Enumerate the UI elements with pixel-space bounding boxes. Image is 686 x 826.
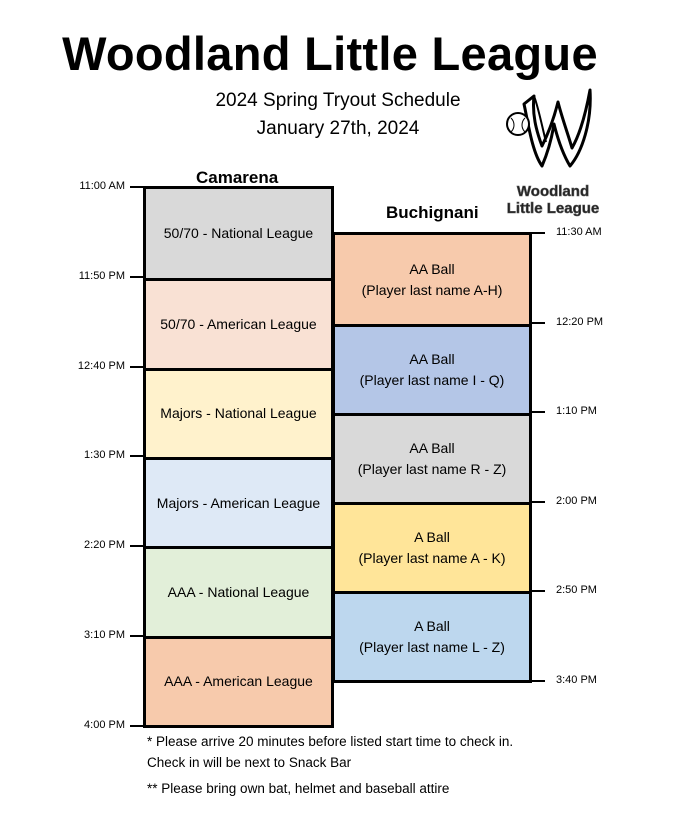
- time-tick: [130, 276, 144, 278]
- slot-sublabel: (Player last name R - Z): [357, 461, 507, 477]
- time-tick: [130, 545, 144, 547]
- time-label: 12:20 PM: [556, 315, 604, 328]
- time-tick: [531, 680, 545, 682]
- slot-sublabel: (Player last name I - Q): [359, 372, 505, 388]
- time-tick: [531, 322, 545, 324]
- camarena-slot: [146, 368, 331, 457]
- slot-label: A Ball: [414, 529, 450, 545]
- time-tick: [531, 590, 545, 592]
- note-equipment: ** Please bring own bat, helmet and baseball attire: [147, 781, 450, 796]
- note-check-in: * Please arrive 20 minutes before listed start time to check in. Check in will be next to Snack Bar: [147, 734, 514, 770]
- slot-label: AA Ball: [409, 351, 455, 367]
- time-tick: [531, 501, 545, 503]
- camarena-slot: [146, 636, 331, 725]
- time-label: 11:50 PM: [78, 269, 125, 282]
- time-tick: [130, 186, 144, 188]
- time-label: 11:00 AM: [79, 180, 125, 192]
- buchignani-slot: [335, 235, 529, 324]
- time-label: 2:50 PM: [556, 584, 597, 596]
- time-label: 4:00 PM: [84, 718, 125, 731]
- baseball-w-logo-icon: [498, 82, 608, 222]
- time-tick: [531, 232, 545, 234]
- buchignani-schedule-column: [332, 232, 532, 683]
- schedule-date: January 27th, 2024: [256, 118, 420, 139]
- time-label: 2:20 PM: [84, 539, 125, 552]
- camarena-slot: [146, 457, 331, 546]
- time-label: 2:00 PM: [556, 494, 597, 507]
- buchignani-slot: [335, 324, 529, 413]
- camarena-slot: [146, 189, 331, 278]
- time-tick: [130, 635, 144, 637]
- time-label: 1:30 PM: [84, 449, 125, 462]
- logo-text-2: Little League: [506, 200, 600, 217]
- camarena-slot: [146, 546, 331, 635]
- league-logo: [498, 82, 608, 222]
- schedule-subtitle: 2024 Spring Tryout Schedule: [215, 90, 461, 111]
- buchignani-slot: [335, 502, 529, 591]
- right-field-name: Buchignani: [386, 203, 479, 222]
- slot-label: 50/70 - National League: [163, 225, 314, 242]
- slot-sublabel: (Player last name L - Z): [359, 639, 505, 655]
- time-tick: [130, 366, 144, 368]
- slot-label: AA Ball: [409, 260, 455, 277]
- slot-sublabel: (Player last name A - K): [358, 550, 506, 566]
- slot-label: AAA - National League: [167, 583, 310, 600]
- page-title: Woodland Little League: [62, 27, 598, 80]
- slot-label: Majors - National League: [160, 405, 317, 422]
- left-field-name: Camarena: [196, 168, 279, 187]
- slot-label: AA Ball: [409, 440, 455, 456]
- slot-label: 50/70 - American League: [160, 315, 317, 332]
- time-label: 3:10 PM: [84, 629, 125, 641]
- buchignani-slot: [335, 591, 529, 680]
- logo-text-1: Woodland: [516, 183, 590, 200]
- time-label: 1:10 PM: [556, 405, 597, 417]
- time-tick: [531, 411, 545, 413]
- time-tick: [130, 725, 144, 727]
- camarena-schedule-column: [143, 186, 334, 728]
- camarena-slot: [146, 278, 331, 367]
- time-label: 11:30 AM: [556, 226, 602, 238]
- time-label: 12:40 PM: [77, 359, 125, 372]
- slot-label: Majors - American League: [156, 494, 321, 511]
- slot-sublabel: (Player last name A-H): [361, 281, 503, 298]
- slot-label: AAA - American League: [164, 673, 313, 690]
- buchignani-slot: [335, 413, 529, 502]
- time-tick: [130, 455, 144, 457]
- time-label: 3:40 PM: [556, 673, 597, 686]
- slot-label: A Ball: [414, 618, 450, 634]
